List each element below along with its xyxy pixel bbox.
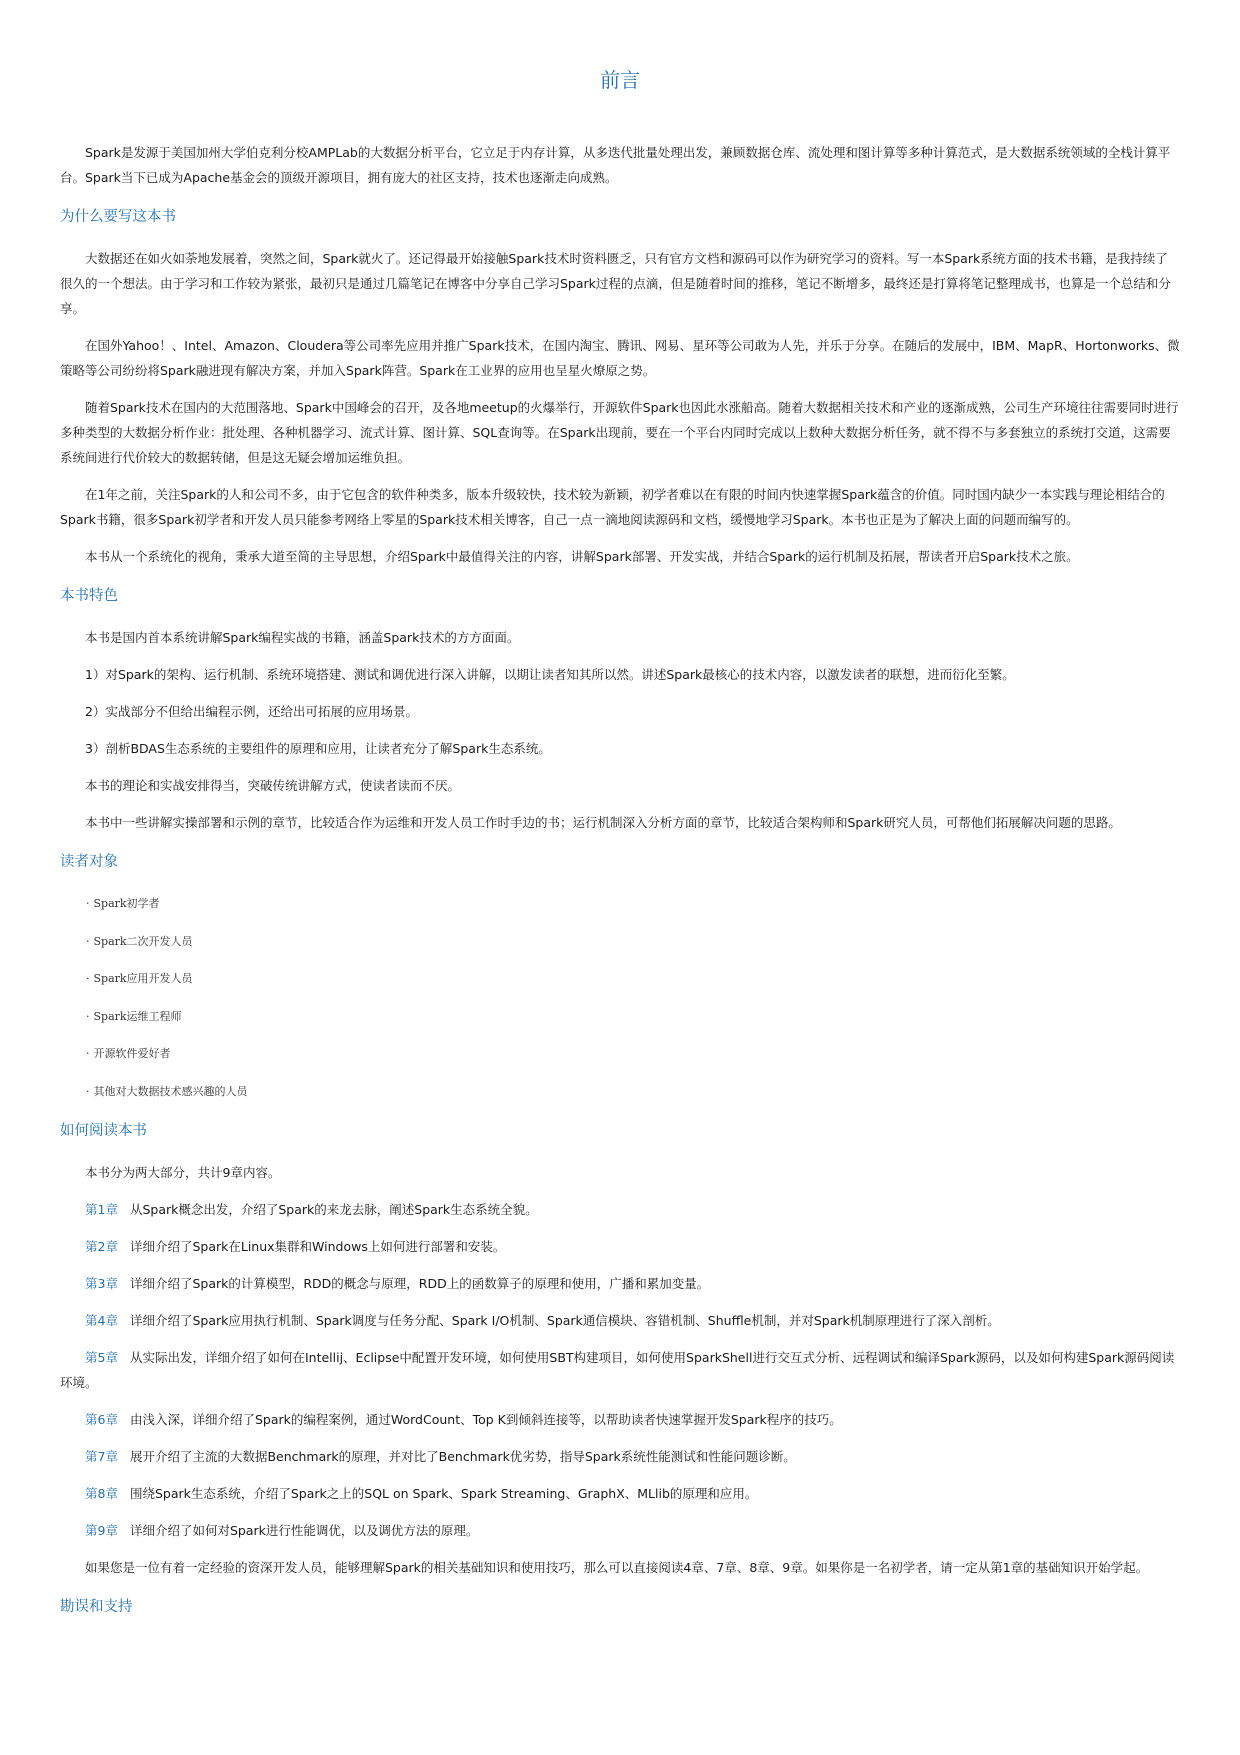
intro-paragraph: Spark是发源于美国加州大学伯克利分校AMPLab的大数据分析平台，它立足于内存计算，从多迭代批量处理出发，兼顾数据仓库、流处理和图计算等多种计算范式，是大数据系统领域的全栈计算平台。Spark当下已成为Apache基金会的顶级开源项目，拥有庞大的社区支持，技术也逐渐走向成熟。 — [60, 145, 1171, 185]
audience-item-label: Spark应用开发人员 — [93, 972, 193, 985]
why-paragraph: 大数据还在如火如荼地发展着，突然之间，Spark就火了。还记得最开始接触Spark技术时资料匮乏，只有官方文档和源码可以作为研究学习的资料。写一本Spark系统方面的技术书籍，是我持续了很久的一个想法。由于学习和工作较为紧张，最初只是通过几篇笔记在博客中分享自己学习Spark过程的点滴，但是随着时间的推移，笔记不断增多，最终还是打算将笔记整理成书，也算是一个总结和分享。 — [60, 251, 1171, 316]
chapter-item — [60, 1308, 1180, 1333]
audience-item-label: 其他对大数据技术感兴趣的人员 — [93, 1084, 248, 1098]
chapter-item — [60, 1345, 1180, 1395]
bullet-icon: · — [86, 1009, 90, 1023]
why-paragraph: 随着Spark技术在国内的大范围落地、Spark中国峰会的召开，及各地meetup的火爆举行，开源软件Spark也因此水涨船高。随着大数据相关技术和产业的逐渐成熟，公司生产环境往往需要同时进行多种类型的大数据分析作业：批处理、各种机器学习、流式计算、图计算、SQL查询等。在Spark出现前，要在一个平台内同时完成以上数种大数据分析任务，就不得不与多套独立的系统打交道，这需要系统间进行代价较大的数据转储，但是这无疑会增加运维负担。 — [60, 400, 1179, 465]
features-paragraph: 本书的理论和实战安排得当，突破传统讲解方式，使读者读而不厌。 — [85, 778, 461, 793]
howto-intro: 本书分为两大部分，共计9章内容。 — [85, 1164, 281, 1180]
chapter-item — [60, 1271, 1180, 1296]
features-paragraph: 2）实战部分不但给出编程示例，还给出可拓展的应用场景。 — [85, 704, 418, 719]
chapter-item — [60, 1444, 1180, 1469]
page-title: 前言 — [600, 68, 640, 92]
chapter-text: 从Spark概念出发，介绍了Spark的来龙去脉，阐述Spark生态系统全貌。 — [129, 1201, 538, 1217]
list-item — [60, 1079, 1180, 1104]
section-heading-why: 为什么要写这本书 — [60, 209, 176, 225]
chapter-label: 第3章 — [85, 1275, 118, 1291]
chapter-item — [60, 1407, 1180, 1432]
audience-item-label: Spark二次开发人员 — [93, 934, 193, 948]
chapter-item — [60, 1234, 1180, 1259]
chapter-item — [60, 1481, 1180, 1506]
list-item — [60, 966, 1180, 991]
list-item — [60, 1004, 1180, 1029]
chapter-text: 展开介绍了主流的大数据Benchmark的原理，并对比了Benchmark优劣势，指导Spark系统性能测试和性能问题诊断。 — [129, 1448, 796, 1464]
features-paragraph: 3）剖析BDAS生态系统的主要组件的原理和应用，让读者充分了解Spark生态系统。 — [85, 741, 551, 756]
features-paragraph: 1）对Spark的架构、运行机制、系统环境搭建、测试和调优进行深入讲解，以期让读者知其所以然。讲述Spark最核心的技术内容，以激发读者的联想，进而衍化至繁。 — [85, 667, 1015, 682]
why-paragraph: 本书从一个系统化的视角，秉承大道至简的主导思想，介绍Spark中最值得关注的内容，讲解Spark部署、开发实战，并结合Spark的运行机制及拓展，帮读者开启Spark技术之旅。 — [85, 549, 1079, 564]
section-heading-howto: 如何阅读本书 — [60, 1122, 147, 1139]
section-heading-errata: 勘误和支持 — [60, 1598, 133, 1615]
chapter-text: 从实际出发，详细介绍了如何在Intellij、Eclipse中配置开发环境，如何使用SBT构建项目，如何使用SparkShell进行交互式分析、远程调试和编译Spark源码，以及如何构建Spark源码阅读环境。 — [60, 1349, 1175, 1390]
bullet-icon: · — [86, 972, 90, 985]
chapter-label: 第4章 — [85, 1312, 118, 1328]
chapter-label: 第9章 — [85, 1522, 118, 1538]
chapter-text: 详细介绍了Spark应用执行机制、Spark调度与任务分配、Spark I/O机制、Spark通信模块、容错机制、Shuffle机制，并对Spark机制原理进行了深入剖析。 — [129, 1312, 1000, 1328]
audience-item-label: Spark初学者 — [93, 897, 160, 910]
chapter-label: 第1章 — [85, 1201, 118, 1217]
features-paragraph: 本书中一些讲解实操部署和示例的章节，比较适合作为运维和开发人员工作时手边的书；运行机制深入分析方面的章节，比较适合架构师和Spark研究人员，可帮他们拓展解决问题的思路。 — [85, 815, 1121, 830]
chapter-text: 详细介绍了Spark在Linux集群和Windows上如何进行部署和安装。 — [129, 1238, 506, 1254]
list-item — [60, 891, 1180, 916]
chapter-label: 第5章 — [85, 1349, 118, 1365]
section-heading-features: 本书特色 — [60, 588, 118, 604]
chapter-label: 第7章 — [85, 1448, 118, 1464]
chapter-text: 由浅入深，详细介绍了Spark的编程案例，通过WordCount、Top K到倾斜连接等，以帮助读者快速掌握开发Spark程序的技巧。 — [129, 1411, 842, 1427]
bullet-icon: · — [86, 1047, 90, 1060]
audience-list — [60, 891, 1180, 1104]
why-paragraph: 在国外Yahoo！、Intel、Amazon、Cloudera等公司率先应用并推广Spark技术，在国内淘宝、腾讯、网易、星环等公司敢为人先，并乐于分享。在随后的发展中，IBM、MapR、Hortonworks、微策略等公司纷纷将Spark融进现有解决方案，并加入Spark阵营。Spark在工业界的应用也呈星火燎原之势。 — [60, 338, 1180, 378]
chapter-text: 详细介绍了如何对Spark进行性能调优，以及调优方法的原理。 — [129, 1522, 479, 1538]
chapter-item — [60, 1518, 1180, 1543]
bullet-icon: · — [86, 1084, 90, 1098]
features-paragraph: 本书是国内首本系统讲解Spark编程实战的书籍，涵盖Spark技术的方方面面。 — [85, 630, 520, 645]
list-item — [60, 929, 1180, 954]
audience-item-label: 开源软件爱好者 — [93, 1047, 171, 1060]
chapter-text: 详细介绍了Spark的计算模型，RDD的概念与原理，RDD上的函数算子的原理和使用，广播和累加变量。 — [129, 1275, 710, 1291]
bullet-icon: · — [86, 934, 90, 948]
chapter-label: 第8章 — [85, 1485, 118, 1501]
chapter-text: 围绕Spark生态系统，介绍了Spark之上的SQL on Spark、Spark Streaming、GraphX、MLlib的原理和应用。 — [129, 1485, 758, 1501]
audience-item-label: Spark运维工程师 — [93, 1009, 182, 1023]
section-heading-audience: 读者对象 — [60, 854, 118, 870]
chapter-label: 第6章 — [85, 1411, 118, 1427]
why-paragraph: 在1年之前，关注Spark的人和公司不多，由于它包含的软件种类多，版本升级较快，技术较为新颖，初学者难以在有限的时间内快速掌握Spark蕴含的价值。同时国内缺少一本实践与理论相结合的Spark书籍，很多Spark初学者和开发人员只能参考网络上零星的Spark技术相关博客，自己一点一滴地阅读源码和文档，缓慢地学习Spark。本书也正是为了解决上面的问题而编写的。 — [60, 487, 1165, 527]
howto-outro: 如果您是一位有着一定经验的资深开发人员，能够理解Spark的相关基础知识和使用技巧，那么可以直接阅读4章、7章、8章、9章。如果你是一名初学者，请一定从第1章的基础知识开始学起。 — [85, 1559, 1149, 1575]
list-item — [60, 1041, 1180, 1066]
chapter-item — [60, 1197, 1180, 1222]
bullet-icon: · — [86, 897, 90, 910]
chapter-label: 第2章 — [85, 1238, 118, 1254]
